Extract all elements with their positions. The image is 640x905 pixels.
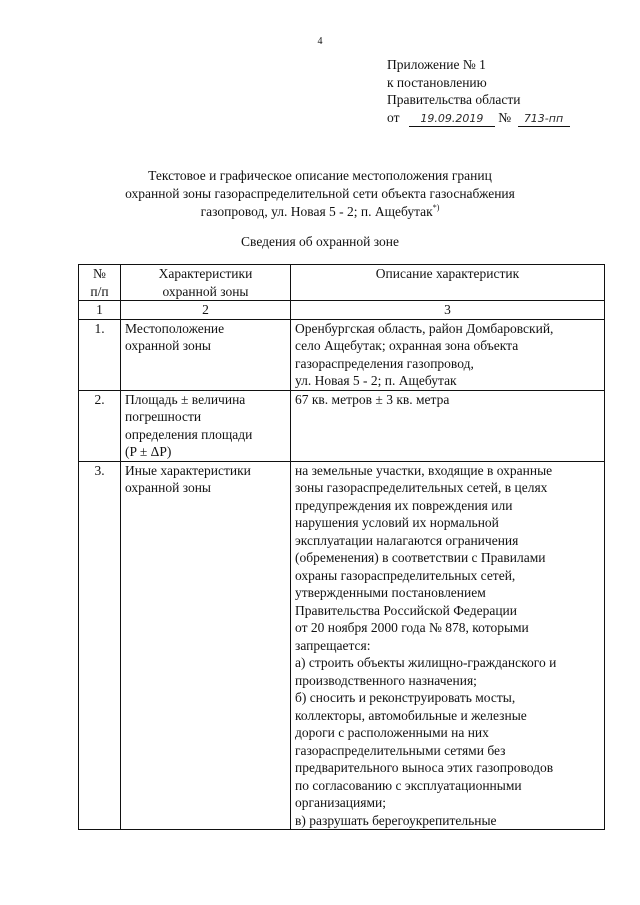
- title-line-3-text: газопровод, ул. Новая 5 - 2; п. Ащебутак: [200, 204, 433, 219]
- protection-zone-table: [78, 264, 605, 830]
- text-line: газораспределения газопровод,: [295, 355, 474, 371]
- table-column-numbers-row: [79, 301, 605, 320]
- text-line: (обременения) в соответствии с Правилами: [295, 550, 546, 565]
- text-line: в) разрушать берегоукрепительные: [295, 812, 497, 828]
- text-line: Оренбургская область, район Домбаровский,: [295, 320, 554, 336]
- appendix-date-line: [387, 109, 627, 127]
- text-line: охранной зоны: [125, 338, 212, 353]
- text-line: от 20 ноября 2000 года № 878, которыми: [295, 620, 529, 635]
- handwritten-number: 713-пп: [518, 112, 570, 127]
- appendix-from-label: от: [387, 109, 400, 125]
- row-description: [291, 390, 605, 461]
- row-characteristic: [121, 390, 291, 461]
- title-line-2: охранной зоны газораспределительной сети объекта газоснабжения: [125, 186, 515, 201]
- column-number: 2: [121, 301, 291, 320]
- text-line: охранной зоны: [125, 480, 212, 495]
- footnote-mark: *): [432, 203, 440, 212]
- text-line: производственного назначения;: [295, 672, 477, 688]
- header-num-line: п/п: [90, 283, 109, 299]
- appendix-block: [387, 56, 627, 127]
- text-line: погрешности: [125, 409, 202, 424]
- header-characteristic: [121, 265, 291, 301]
- text-line: 67 кв. метров ± 3 кв. метра: [295, 391, 450, 407]
- text-line: определения площади: [125, 426, 253, 442]
- table-header-row: [79, 265, 605, 301]
- text-line: газораспределительными сетями без: [295, 742, 506, 758]
- row-description: [291, 319, 605, 390]
- header-description: Описание характеристик: [291, 265, 605, 301]
- handwritten-date: 19.09.2019: [409, 112, 495, 127]
- section-subtitle: Сведения об охранной зоне: [241, 234, 399, 249]
- text-line: дороги с расположенными на них: [295, 725, 489, 740]
- text-line: Иные характеристики: [125, 462, 251, 478]
- header-num-line: №: [93, 266, 106, 281]
- text-line: (P ± ΔP): [125, 444, 172, 459]
- table-row: [79, 390, 605, 461]
- text-line: по согласованию с эксплуатационными: [295, 777, 522, 793]
- row-number: 2.: [79, 390, 121, 461]
- text-line: Местоположение: [125, 320, 225, 336]
- appendix-line-3: Правительства области: [387, 92, 521, 107]
- row-characteristic: [121, 319, 291, 390]
- header-characteristic-line: охранной зоны: [162, 283, 249, 299]
- column-number: 3: [291, 301, 605, 320]
- row-number: 3.: [79, 461, 121, 830]
- appendix-line-1: Приложение № 1: [387, 57, 486, 72]
- text-line: село Ащебутак; охранная зона объекта: [295, 338, 519, 353]
- text-line: охраны газораспределительных сетей,: [295, 567, 516, 583]
- page-number: 4: [317, 36, 323, 47]
- appendix-number-label: №: [498, 109, 512, 125]
- title-line-3: [80, 203, 560, 221]
- title-line-1: Текстовое и графическое описание местоположения границ: [148, 168, 492, 183]
- row-number: 1.: [79, 319, 121, 390]
- text-line: эксплуатации налагаются ограничения: [295, 532, 519, 548]
- text-line: предупреждения их повреждения или: [295, 497, 513, 513]
- table-row: [79, 319, 605, 390]
- text-line: Правительства Российской Федерации: [295, 602, 517, 618]
- text-line: предварительного выноса этих газопроводов: [295, 760, 554, 775]
- text-line: нарушения условий их нормальной: [295, 515, 499, 530]
- text-line: ул. Новая 5 - 2; п. Ащебутак: [295, 373, 457, 388]
- document-title: [80, 167, 560, 221]
- text-line: утвержденными постановлением: [295, 585, 486, 600]
- text-line: на земельные участки, входящие в охранные: [295, 462, 553, 478]
- row-characteristic: [121, 461, 291, 830]
- text-line: запрещается:: [295, 637, 371, 653]
- text-line: организациями;: [295, 795, 386, 810]
- row-description: [291, 461, 605, 830]
- text-line: б) сносить и реконструировать мосты,: [295, 690, 516, 705]
- text-line: а) строить объекты жилищно-гражданского и: [295, 655, 557, 670]
- header-num: [79, 265, 121, 301]
- table-row: [79, 461, 605, 830]
- text-line: коллекторы, автомобильные и железные: [295, 707, 527, 723]
- text-line: зоны газораспределительных сетей, в целях: [295, 480, 548, 495]
- appendix-line-2: к постановлению: [387, 74, 487, 90]
- column-number: 1: [79, 301, 121, 320]
- header-characteristic-line: Характеристики: [158, 266, 253, 281]
- text-line: Площадь ± величина: [125, 391, 246, 407]
